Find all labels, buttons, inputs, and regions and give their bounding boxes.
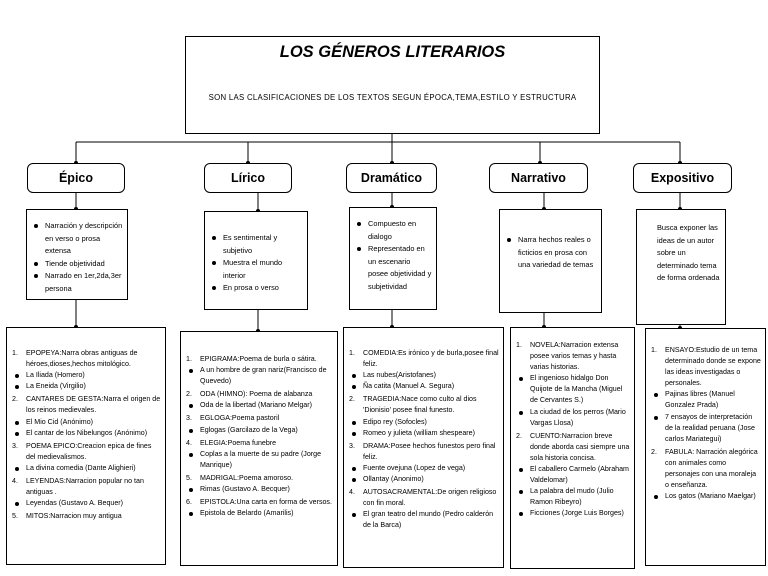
examples-list bbox=[516, 340, 630, 520]
examples-list bbox=[349, 348, 499, 532]
example-subgenre bbox=[651, 447, 761, 491]
subgenre-text: MITOS:Narracion muy antigua bbox=[26, 512, 122, 521]
example-work-text: Las nubes(Aristofanes) bbox=[363, 371, 436, 380]
example-work-text: La Eneida (Virgilio) bbox=[26, 382, 86, 391]
example-work-text: Ña catita (Manuel A. Segura) bbox=[363, 382, 455, 391]
description-item: Busca exponer las ideas de un autor sobre un determinado tema de forma ordenada bbox=[657, 223, 720, 282]
example-work bbox=[12, 463, 161, 474]
example-work-text: Epistola de Belardo (Amarilis) bbox=[200, 509, 294, 518]
example-work bbox=[349, 474, 499, 485]
description-item: Representado en un escenario posee objetividad y subjetividad bbox=[354, 243, 432, 293]
example-work-text: Eglogas (Garcilazo de la Vega) bbox=[200, 425, 298, 434]
example-work bbox=[12, 417, 161, 428]
subgenre-number: 2. bbox=[651, 447, 657, 456]
example-subgenre bbox=[516, 340, 630, 373]
example-work-text: Edipo rey (Sofocles) bbox=[363, 417, 427, 426]
example-work-text: El ingenioso hidalgo Don Quijote de la Mancha (Miguel de Cervantes S.) bbox=[530, 374, 623, 405]
example-work bbox=[12, 370, 161, 381]
example-work bbox=[12, 381, 161, 392]
example-subgenre bbox=[186, 438, 333, 449]
example-work-text: 7 ensayos de interpretación de la realidad peruana (Jose carlos Mariategui) bbox=[665, 412, 755, 443]
example-work-text: El Mio Cid (Anónimo) bbox=[26, 417, 94, 426]
description-item: Es sentimental y subjetivo bbox=[209, 232, 303, 257]
example-work bbox=[186, 400, 333, 411]
example-work bbox=[651, 491, 761, 502]
description-item: Muestra el mundo interior bbox=[209, 257, 303, 282]
title-box bbox=[185, 36, 600, 134]
subgenre-number: 3. bbox=[349, 441, 355, 450]
example-work bbox=[349, 428, 499, 439]
subgenre-text: FABULA: Narración alegórica con animales como personajes con una moraleja o enseñanza. bbox=[665, 447, 758, 490]
example-subgenre bbox=[12, 511, 161, 522]
example-work bbox=[349, 370, 499, 381]
example-work-text: La Iliada (Homero) bbox=[26, 371, 85, 380]
example-work bbox=[651, 412, 761, 445]
genre-narrativo: Narrativo bbox=[489, 163, 588, 193]
subgenre-text: CANTARES DE GESTA:Narra el origen de los reinos medievales. bbox=[26, 395, 161, 415]
description-item: Narrado en 1er,2da,3er persona bbox=[31, 270, 123, 295]
example-work bbox=[516, 508, 630, 519]
example-work-text: Ollantay (Anonimo) bbox=[363, 475, 424, 484]
example-work-text: Romeo y julieta (william shespeare) bbox=[363, 428, 475, 437]
example-work-text: Leyendas (Gustavo A. Bequer) bbox=[26, 499, 124, 508]
example-work bbox=[516, 464, 630, 486]
subgenre-text: EPIGRAMA:Poema de burla o sátira. bbox=[200, 355, 317, 363]
subgenre-number: 1. bbox=[186, 355, 192, 363]
example-work-text: Pajinas libres (Manuel Gonzalez Prada) bbox=[665, 390, 735, 410]
genre-dramatico: Dramático bbox=[346, 163, 437, 193]
examples-list bbox=[12, 348, 161, 522]
examples-expositivo bbox=[645, 328, 766, 566]
example-subgenre bbox=[349, 441, 499, 463]
example-work-text: Fuente ovejuna (Lopez de vega) bbox=[363, 463, 466, 472]
subgenre-number: 5. bbox=[186, 473, 192, 482]
example-work-text: El cantar de los Nibelungos (Anónimo) bbox=[26, 428, 148, 437]
example-work-text: La ciudad de los perros (Mario Vargas Llosa) bbox=[530, 407, 626, 427]
example-work bbox=[516, 407, 630, 429]
example-work bbox=[516, 486, 630, 508]
subgenre-number: 1. bbox=[516, 341, 522, 349]
subgenre-text: NOVELA:Narracion extensa posee varios temas y hasta varias historias. bbox=[530, 341, 619, 372]
subgenre-text: LEYENDAS:Narracion popular no tan antiguas . bbox=[26, 477, 144, 497]
subgenre-text: EPISTOLA:Una carta en forma de versos. bbox=[200, 498, 332, 507]
example-work-text: Coplas a la muerte de su padre (Jorge Manrique) bbox=[200, 449, 322, 469]
description-lirico bbox=[204, 211, 308, 310]
diagram-subtitle: SON LAS CLASIFICACIONES DE LOS TEXTOS SEGUN ÉPOCA,TEMA,ESTILO Y ESTRUCTURA bbox=[208, 93, 577, 102]
description-expositivo bbox=[636, 209, 726, 325]
examples-lirico bbox=[180, 331, 338, 566]
subgenre-number: 6. bbox=[186, 498, 192, 507]
subgenre-text: COMEDIA:Es irónico y de burla,posee final feliz. bbox=[363, 349, 499, 369]
example-subgenre bbox=[651, 345, 761, 389]
example-work bbox=[186, 365, 333, 387]
example-work-text: El caballero Carmelo (Abraham Valdelomar) bbox=[530, 465, 629, 485]
example-subgenre bbox=[349, 394, 499, 416]
examples-list bbox=[651, 345, 761, 502]
example-work-text: A un hombre de gran nariz(Francisco de Quevedo) bbox=[200, 366, 327, 386]
subgenre-text: CUENTO:Narracion breve donde aborda casi siempre una sola historia concisa. bbox=[530, 431, 630, 462]
subgenre-text: MADRIGAL:Poema amoroso. bbox=[200, 473, 294, 482]
example-subgenre bbox=[12, 348, 161, 370]
subgenre-number: 1. bbox=[12, 349, 18, 357]
examples-epico bbox=[6, 327, 166, 565]
subgenre-number: 2. bbox=[186, 390, 192, 399]
example-work bbox=[186, 508, 333, 519]
subgenre-text: ENSAYO:Estudio de un tema determinado donde se expone las ideas investigadas o personales. bbox=[665, 346, 761, 388]
subgenre-number: 2. bbox=[12, 395, 18, 404]
subgenre-text: ELEGIA:Poema funebre bbox=[200, 438, 277, 447]
example-work bbox=[516, 373, 630, 406]
example-work bbox=[186, 449, 333, 471]
example-subgenre bbox=[12, 441, 161, 463]
genre-lirico: Lírico bbox=[204, 163, 292, 193]
subgenre-number: 3. bbox=[186, 414, 192, 423]
example-work bbox=[186, 484, 333, 495]
example-work-text: La palabra del mudo (Julio Ramon Ribeyro) bbox=[530, 487, 614, 507]
examples-narrativo bbox=[510, 327, 635, 569]
example-subgenre bbox=[186, 473, 333, 484]
example-subgenre bbox=[186, 354, 333, 365]
subgenre-number: 3. bbox=[12, 441, 18, 450]
example-work-text: Oda de la libertad (Mariano Melgar) bbox=[200, 401, 312, 410]
subgenre-number: 5. bbox=[12, 512, 18, 521]
description-item: Narración y descripción en verso o prosa extensa bbox=[31, 220, 123, 258]
description-item: Compuesto en dialogo bbox=[354, 218, 432, 243]
example-subgenre bbox=[186, 413, 333, 424]
example-work bbox=[186, 425, 333, 436]
example-subgenre bbox=[186, 389, 333, 400]
example-work bbox=[12, 498, 161, 509]
example-subgenre bbox=[349, 348, 499, 370]
diagram-title: LOS GÉNEROS LITERARIOS bbox=[279, 43, 506, 61]
description-item: Narra hechos reales o ficticios en prosa con una variedad de temas bbox=[504, 234, 597, 272]
subgenre-text: TRAGEDIA:Nace como culto al dios 'Dionisio' posee final funesto. bbox=[363, 395, 477, 415]
subgenre-text: ODA (HIMNO): Poema de alabanza bbox=[200, 390, 313, 399]
example-work-text: El gran teatro del mundo (Pedro calderón de la Barca) bbox=[363, 510, 494, 530]
subgenre-number: 4. bbox=[349, 488, 355, 497]
subgenre-text: DRAMA:Posee hechos funestos pero final feliz. bbox=[363, 441, 496, 461]
example-subgenre bbox=[12, 394, 161, 416]
subgenre-text: POEMA EPICO:Creacion epica de fines del medievalismos. bbox=[26, 441, 152, 461]
genre-epico: Épico bbox=[27, 163, 125, 193]
example-work-text: Rimas (Gustavo A. Becquer) bbox=[200, 485, 290, 494]
example-work-text: Los gatos (Mariano Maelgar) bbox=[665, 492, 756, 501]
example-work bbox=[12, 428, 161, 439]
example-subgenre bbox=[349, 487, 499, 509]
example-work-text: Ficciones (Jorge Luis Borges) bbox=[530, 509, 624, 518]
example-work bbox=[349, 417, 499, 428]
description-item: En prosa o verso bbox=[209, 282, 303, 295]
description-epico bbox=[26, 209, 128, 300]
example-work-text: La divina comedia (Dante Alighieri) bbox=[26, 463, 136, 472]
example-subgenre bbox=[516, 431, 630, 464]
example-work bbox=[349, 509, 499, 531]
subgenre-number: 2. bbox=[516, 431, 522, 440]
subgenre-text: EGLOGA:Poema pastoril bbox=[200, 414, 280, 423]
genre-expositivo: Expositivo bbox=[633, 163, 732, 193]
subgenre-number: 1. bbox=[349, 349, 355, 357]
example-work bbox=[349, 381, 499, 392]
description-narrativo bbox=[499, 209, 602, 313]
description-item: Tiende objetividad bbox=[31, 258, 123, 271]
examples-dramatico bbox=[343, 327, 504, 568]
subgenre-number: 4. bbox=[186, 438, 192, 447]
example-subgenre bbox=[12, 476, 161, 498]
example-work bbox=[349, 463, 499, 474]
subgenre-number: 1. bbox=[651, 346, 657, 354]
subgenre-text: AUTOSACRAMENTAL:De origen religioso con fin moral. bbox=[363, 488, 497, 508]
example-work bbox=[651, 389, 761, 411]
subgenre-number: 2. bbox=[349, 395, 355, 404]
subgenre-text: EPOPEYA:Narra obras antiguas de héroes,dioses,hechos mitológico. bbox=[26, 349, 138, 369]
subgenre-number: 4. bbox=[12, 477, 18, 486]
example-subgenre bbox=[186, 497, 333, 508]
examples-list bbox=[186, 354, 333, 519]
description-dramatico bbox=[349, 207, 437, 310]
